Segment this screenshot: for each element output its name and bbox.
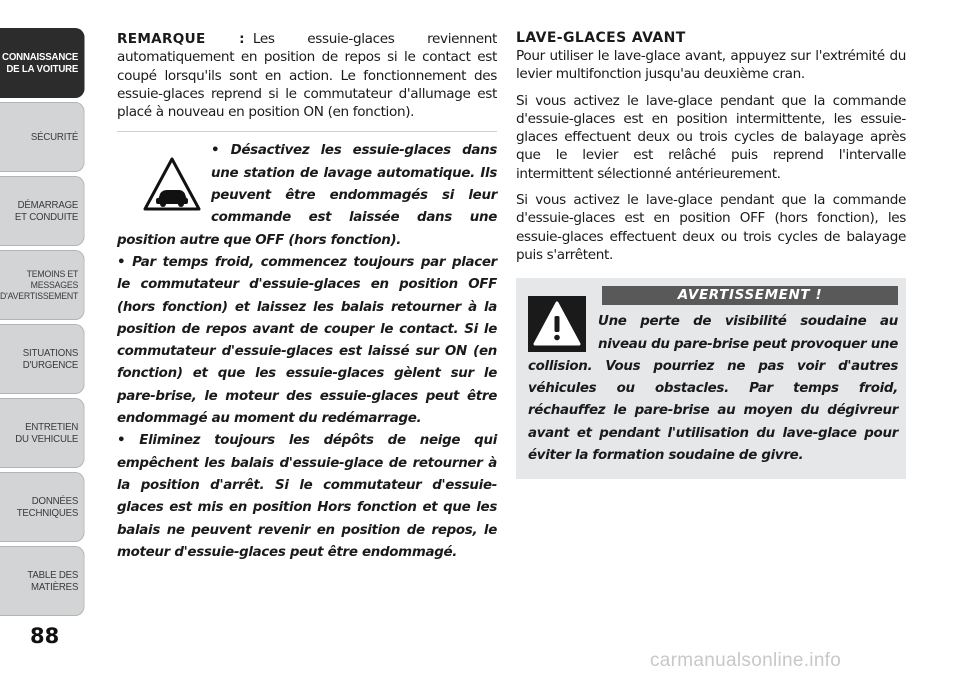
tab-donnees-techniques[interactable] [0,472,85,542]
body-paragraph: Si vous activez le lave-glace pendant que la commande d'essuie-glaces est en position intermittente, les essuie-glaces effectuent deux ou trois cycles de balayage après que le levier est relâché puis reprend l'intervalle intermittent sélectionné antérieurement. [516,92,906,182]
tab-label: TABLE DES MATIÈRES [27,569,79,593]
caution-item: • Désactivez les essuie-glaces dans une station de lavage automatique. Ils peuvent être endommagés si leur commande est laissée dans une position autre que OFF (hors fonction). [117,143,497,248]
right-column [516,30,906,479]
section-title: LAVE-GLACES AVANT [516,30,686,46]
warning-exclamation-icon [528,296,586,352]
tab-label: DÉMARRAGE ET CONDUITE [14,199,79,223]
caution-item: • Eliminez toujours les dépôts de neige qui empêchent les balais d'essuie-glace de retourner à la position d'arrêt. Si le commutateur d'essuie-glaces est mis en position Hors fonction et que les balais ne peuvent revenir en position de repos, le moteur d'essuie-glaces peut être endommagé. [117,433,497,560]
tab-securite[interactable] [0,102,85,172]
tab-label: SÉCURITÉ [30,131,79,143]
tab-demarrage-conduite[interactable] [0,176,85,246]
left-column [117,30,497,564]
warning-text: Une perte de visibilité soudaine au niveau du pare-brise peut provoquer une collision. Vous pourriez ne pas voir d'autres véhicules ou obstacles. Par temps froid, réchauffez le pare-brise au moyen du dégivreur avant et pendant l'utilisation du lave-glace pour éviter la formation soudaine de givre. [528,314,898,464]
watermark: carmanualsonline.info [650,650,842,671]
remark-paragraph [117,30,497,121]
tab-connaissance-voiture[interactable] [0,28,85,98]
remark-text: Les essuie-glaces reviennent automatiquement en position de repos si le contact est coupé lorsqu'ils sont en action. Le fonctionnement des essuie-glaces reprend si le commutateur d'allumage est placé à nouveau en position ON (en fonction). [117,31,497,121]
tab-label: TEMOINS ET MESSAGES D'AVERTISSEMENT [0,268,79,302]
page-number: 88 [30,624,60,648]
tab-label: SITUATIONS D'URGENCE [22,347,79,371]
tab-label: CONNAISSANCE DE LA VOITURE [2,51,79,75]
tab-label: ENTRETIEN DU VEHICULE [15,421,79,445]
tab-entretien-vehicule[interactable] [0,398,85,468]
tab-label: DONNÉES TECHNIQUES [16,495,79,519]
body-paragraph: Si vous activez le lave-glace pendant que la commande d'essuie-glaces est en position OFF (hors fonction), les essuie-glaces effectuent deux ou trois cycles de balayage puis s'arrêtent. [516,192,906,263]
caution-block [117,140,497,564]
caution-triangle-car-icon [143,156,201,212]
warning-box [516,278,906,479]
warning-header: AVERTISSEMENT ! [602,286,898,305]
chapter-tabs [0,28,98,620]
caution-item: • Par temps froid, commencez toujours par placer le commutateur d'essuie-glaces en position OFF (hors fonction) et laissez les balais retourner à la position de repos avant de couper le contact. Si le commutateur d'essuie-glaces est laissé sur ON (en fonction) et que les essuie-glaces gèlent sur le pare-brise, le moteur des essuie-glaces peut être endommagé au moment du redémarrage. [117,254,497,427]
tab-table-matieres[interactable] [0,546,85,616]
body-paragraph: Pour utiliser le lave-glace avant, appuyez sur l'extrémité du levier multifonction jusqu'au deuxième cran. [516,48,906,83]
tab-situations-urgence[interactable] [0,324,85,394]
divider [117,131,497,132]
remark-label: REMARQUE : [117,31,245,47]
tab-temoins-messages[interactable] [0,250,85,320]
